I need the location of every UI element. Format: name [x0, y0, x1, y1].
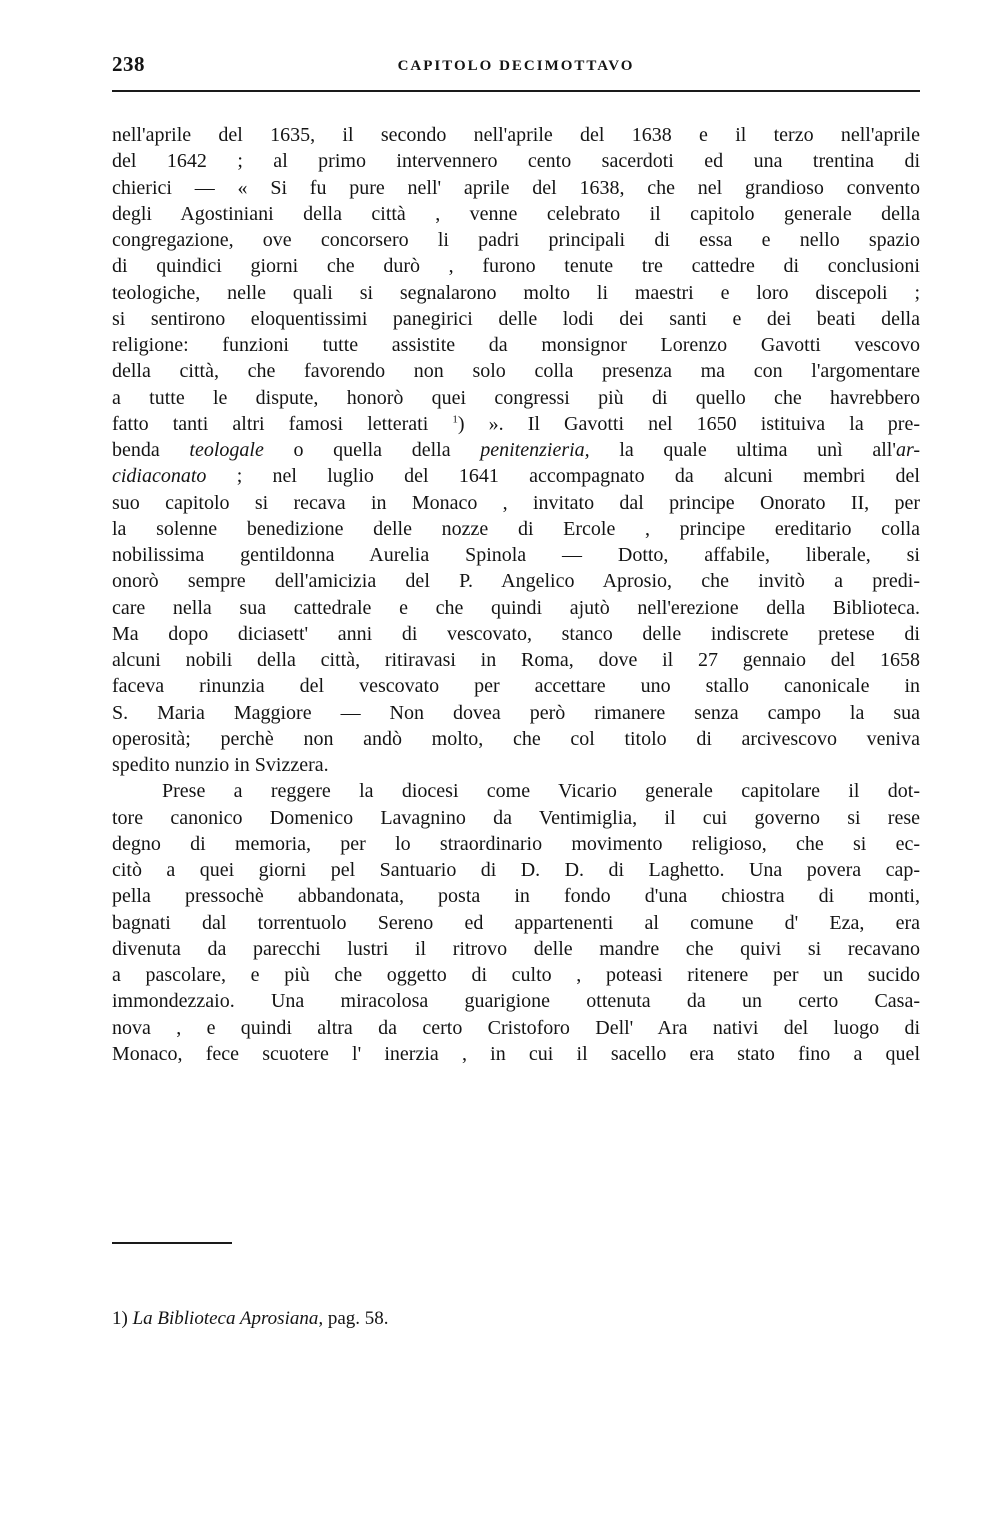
text-line: della città, che favorendo non solo colla presenza ma con l'argomentare: [112, 360, 920, 383]
text-line: care nella sua cattedrale e che quindi ajutò nell'erezione della Biblioteca.: [112, 596, 920, 619]
text-line: degno di memoria, per lo straordinario movimento religioso, che si ec-: [112, 832, 920, 855]
text-line: del 1642 ; al primo intervennero cento sacerdoti ed una trentina di: [112, 150, 920, 173]
italic-term: cidiaconato: [112, 465, 207, 488]
footnote-page: pag. 58.: [327, 1308, 389, 1329]
text-line: operosità; perchè non andò molto, che col titolo di arcivescovo veniva: [112, 727, 920, 750]
text-segment: fatto tanti altri famosi letterati: [112, 412, 453, 435]
text-segment: o quella della: [263, 439, 481, 461]
text-line: chierici — « Si fu pure nell' aprile del 1638, che nel grandioso convento: [112, 176, 920, 199]
footnote: [112, 1306, 920, 1332]
text-line: divenuta da parecchi lustri il ritrovo delle mandre che quivi si recavano: [112, 937, 920, 960]
text-segment: ; nel luglio del 1641 accompagnato da alcuni membri del: [206, 465, 920, 488]
running-head: CAPITOLO DECIMOTTAVO: [397, 58, 635, 74]
text-line-paragraph-end: spedito nunzio in Svizzera.: [112, 754, 329, 776]
text-segment: ) ». Il Gavotti nel 1650 istituiva la pre-: [457, 412, 920, 435]
text-line: bagnati dal torrentuolo Sereno ed appartenenti al comune d' Eza, era: [112, 911, 920, 934]
text-line: citò a quei giorni pel Santuario di D. D. di Laghetto. Una povera cap-: [112, 859, 920, 881]
italic-term: penitenzieria,: [480, 439, 590, 461]
text-line: Ma dopo diciasett' anni di vescovato, stanco delle indiscrete pretese di: [112, 622, 920, 645]
text-line: nova , e quindi altra da certo Cristoforo Dell' Ara nativi del luogo di: [112, 1016, 920, 1039]
text-line: S. Maria Maggiore — Non dovea però rimanere senza campo la sua: [112, 701, 920, 724]
text-line: Monaco, fece scuotere l' inerzia , in cui il sacello era stato fino a quel: [112, 1042, 920, 1065]
text-line: nell'aprile del 1635, il secondo nell'aprile del 1638 e il terzo nell'aprile: [112, 124, 920, 146]
text-line: a tutte le dispute, honorò quei congressi più di quello che havrebbero: [112, 386, 920, 409]
page-number: 238: [112, 52, 145, 76]
text-line: religione: funzioni tutte assistite da monsignor Lorenzo Gavotti vescovo: [112, 334, 920, 356]
text-line: la solenne benedizione delle nozze di Ercole , principe ereditario colla: [112, 517, 920, 540]
page-header: [112, 52, 920, 82]
text-line: alcuni nobili della città, ritiravasi in Roma, dove il 27 gennaio del 1658: [112, 649, 920, 671]
italic-term: ar-: [895, 439, 921, 461]
text-line: tore canonico Domenico Lavagnino da Ventimiglia, il cui governo si rese: [112, 806, 920, 829]
text-line: faceva rinunzia del vescovato per accettare uno stallo canonicale in: [112, 675, 920, 698]
text-line: pella pressochè abbandonata, posta in fondo d'una chiostra di monti,: [112, 885, 920, 908]
text-line: si sentirono eloquentissimi panegirici delle lodi dei santi e dei beati della: [112, 307, 920, 330]
text-line: [112, 463, 920, 489]
text-line: [112, 437, 920, 463]
text-line-with-footnote-ref: [112, 411, 920, 437]
text-line: a pascolare, e più che oggetto di culto , poteasi ritenere per un sucido: [112, 964, 920, 986]
text-segment: benda: [112, 439, 190, 461]
footnote-reference: 1: [452, 413, 458, 426]
text-line: immondezzaio. Una miracolosa guarigione ottenuta da un certo Casa-: [112, 990, 920, 1013]
text-line: suo capitolo si recava in Monaco , invitato dal principe Onorato II, per: [112, 491, 920, 514]
italic-term: teologale: [189, 439, 264, 461]
footnote-title: La Biblioteca Aprosiana,: [132, 1308, 324, 1329]
text-line: teologiche, nelle quali si segnalarono molto li maestri e loro discepoli ;: [112, 281, 920, 304]
text-line: nobilissima gentildonna Aurelia Spinola — Dotto, affabile, liberale, si: [112, 544, 920, 566]
footnote-rule: [112, 1242, 232, 1244]
body-text: [112, 122, 920, 1067]
text-line-paragraph-start: Prese a reggere la diocesi come Vicario generale capitolare il dot-: [162, 780, 920, 803]
footnote-marker: 1): [112, 1308, 128, 1329]
text-line: onorò sempre dell'amicizia del P. Angelico Aprosio, che invitò a predi-: [112, 570, 920, 593]
text-line: degli Agostiniani della città , venne celebrato il capitolo generale della: [112, 202, 920, 225]
text-segment: la quale ultima unì all': [589, 439, 896, 461]
text-line: di quindici giorni che durò , furono tenute tre cattedre di conclusioni: [112, 255, 920, 278]
header-rule: [112, 90, 920, 92]
text-line: congregazione, ove concorsero li padri principali di essa e nello spazio: [112, 229, 920, 251]
